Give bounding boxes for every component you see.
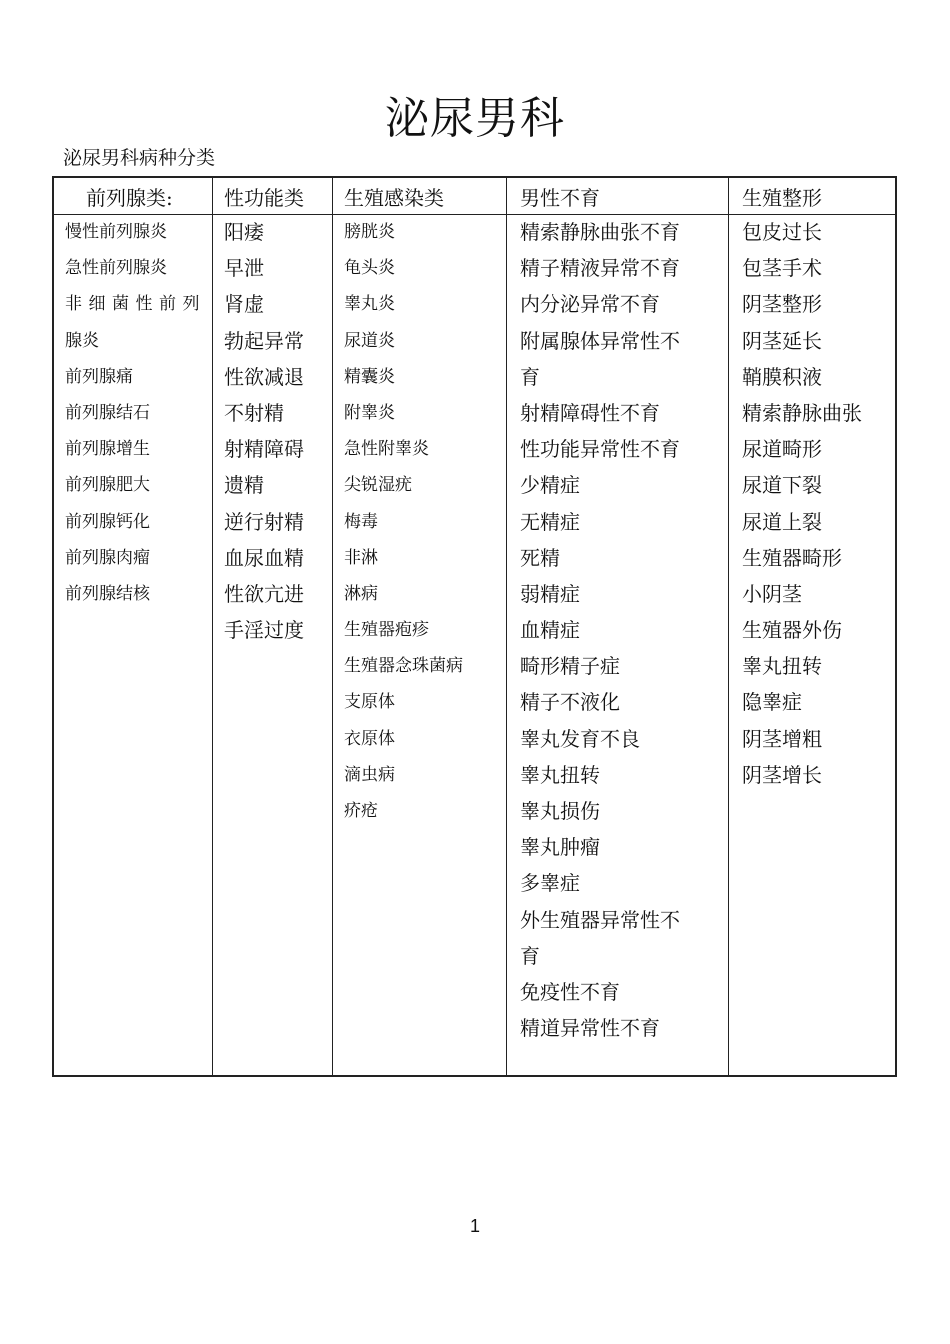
list-item: 射精障碍性不育: [520, 400, 660, 425]
list-item: 睾丸扭转: [742, 654, 822, 679]
list-item: 尿道畸形: [742, 437, 822, 462]
list-item: 尿道下裂: [742, 473, 822, 498]
page-number: 1: [469, 1216, 480, 1236]
list-item: 睾丸肿瘤: [520, 835, 600, 860]
list-item: 无精症: [520, 509, 580, 534]
list-item: 精索静脉曲张: [742, 400, 862, 425]
list-item: 精囊炎: [344, 366, 395, 387]
column-male-infertility: [520, 214, 680, 1046]
list-item: 畸形精子症: [520, 654, 620, 679]
list-item: 前列腺痛: [65, 366, 133, 387]
list-item: 生殖器外伤: [742, 618, 842, 643]
list-item: 附睾炎: [344, 402, 395, 423]
list-item: 睾丸炎: [344, 294, 395, 315]
list-item: 阴茎增长: [742, 762, 822, 787]
list-item: 血精症: [520, 618, 580, 643]
list-item: 疥疮: [344, 801, 378, 821]
list-item: 衣原体: [344, 728, 395, 749]
list-item: 不射精: [224, 400, 284, 425]
list-item: 急性附睾炎: [344, 439, 429, 460]
list-item: 肾虚: [224, 292, 264, 317]
list-item: 血尿血精: [224, 545, 304, 570]
list-item: 睾丸损伤: [520, 799, 600, 823]
list-item: 附属腺体异常性不: [520, 328, 680, 353]
list-item: 生殖器念珠菌病: [344, 656, 463, 677]
list-item: 梅毒: [344, 511, 378, 532]
list-item: 包皮过长: [742, 220, 822, 244]
list-item: 精道异常性不育: [520, 1016, 660, 1041]
list-item: 性功能异常性不育: [520, 437, 680, 462]
list-item: 隐睾症: [742, 690, 802, 715]
list-item: 精子不液化: [520, 690, 620, 715]
list-item: 性欲亢进: [224, 581, 304, 606]
list-item: 外生殖器异常性不: [520, 907, 680, 932]
list-item: 尿道炎: [344, 330, 395, 351]
list-item: 龟头炎: [344, 258, 395, 279]
list-item: 精子精液异常不育: [520, 256, 680, 281]
list-item: 弱精症: [520, 581, 580, 606]
column-divider: [506, 178, 507, 1075]
list-item: 生殖器疱疹: [344, 620, 429, 641]
list-item: 滴虫病: [344, 764, 395, 785]
list-item: 前列腺结核: [65, 583, 150, 604]
column-reproductive-infection: [344, 214, 463, 829]
list-item: 前列腺肉瘤: [65, 547, 150, 568]
column-divider: [332, 178, 333, 1075]
list-item: 少精症: [520, 473, 580, 498]
list-item: 射精障碍: [224, 437, 304, 462]
header-male-infertility: 男性不育: [520, 186, 600, 210]
list-item: 生殖器畸形: [742, 545, 842, 570]
list-item: 阴茎增粗: [742, 726, 822, 751]
list-item: 育: [520, 364, 540, 389]
list-item: 精索静脉曲张不育: [520, 220, 680, 244]
list-item: 性欲减退: [224, 364, 304, 389]
list-item: 勃起异常: [224, 328, 304, 353]
list-item: 小阴茎: [742, 581, 802, 606]
list-item: 手淫过度: [224, 618, 304, 643]
list-item: 内分泌异常不育: [520, 292, 660, 317]
header-reproductive-plastic: 生殖整形: [742, 186, 822, 210]
column-sexual-function: [224, 214, 304, 648]
list-item: 非细菌性前列: [65, 294, 206, 315]
list-item: 前列腺钙化: [65, 511, 150, 532]
list-item: 非淋: [344, 547, 378, 568]
list-item: 腺炎: [65, 330, 99, 351]
list-item: 前列腺肥大: [65, 475, 150, 496]
list-item: 睾丸扭转: [520, 762, 600, 787]
list-item: 死精: [520, 545, 560, 570]
list-item: 慢性前列腺炎: [65, 222, 167, 242]
list-item: 尖锐湿疣: [344, 475, 412, 496]
list-item: 免疫性不育: [520, 979, 620, 1004]
column-divider: [728, 178, 729, 1075]
list-item: 包茎手术: [742, 256, 822, 281]
list-item: 阴茎延长: [742, 328, 822, 353]
list-item: 前列腺结石: [65, 402, 150, 423]
page-title: 泌尿男科: [385, 93, 565, 144]
list-item: 膀胱炎: [344, 222, 395, 242]
list-item: 早泄: [224, 256, 264, 281]
list-item: 鞘膜积液: [742, 364, 822, 389]
column-reproductive-plastic: [742, 214, 862, 793]
disease-classification-table: [52, 176, 897, 1077]
table-caption: 泌尿男科病种分类: [63, 147, 216, 169]
list-item: 支原体: [344, 692, 395, 713]
column-divider: [212, 178, 213, 1075]
header-sexual-function: 性功能类: [224, 186, 304, 210]
list-item: 逆行射精: [224, 509, 304, 534]
list-item: 睾丸发育不良: [520, 726, 640, 751]
list-item: 阳痿: [224, 220, 264, 244]
column-prostate: [65, 214, 206, 612]
list-item: 急性前列腺炎: [65, 258, 167, 279]
list-item: 育: [520, 943, 540, 968]
list-item: 尿道上裂: [742, 509, 822, 534]
list-item: 多睾症: [520, 871, 580, 896]
header-prostate: 前列腺类:: [86, 186, 173, 210]
list-item: 阴茎整形: [742, 292, 822, 317]
list-item: 遗精: [224, 473, 264, 498]
header-reproductive-infection: 生殖感染类: [344, 186, 444, 210]
list-item: 淋病: [344, 583, 378, 604]
list-item: 前列腺增生: [65, 439, 150, 460]
